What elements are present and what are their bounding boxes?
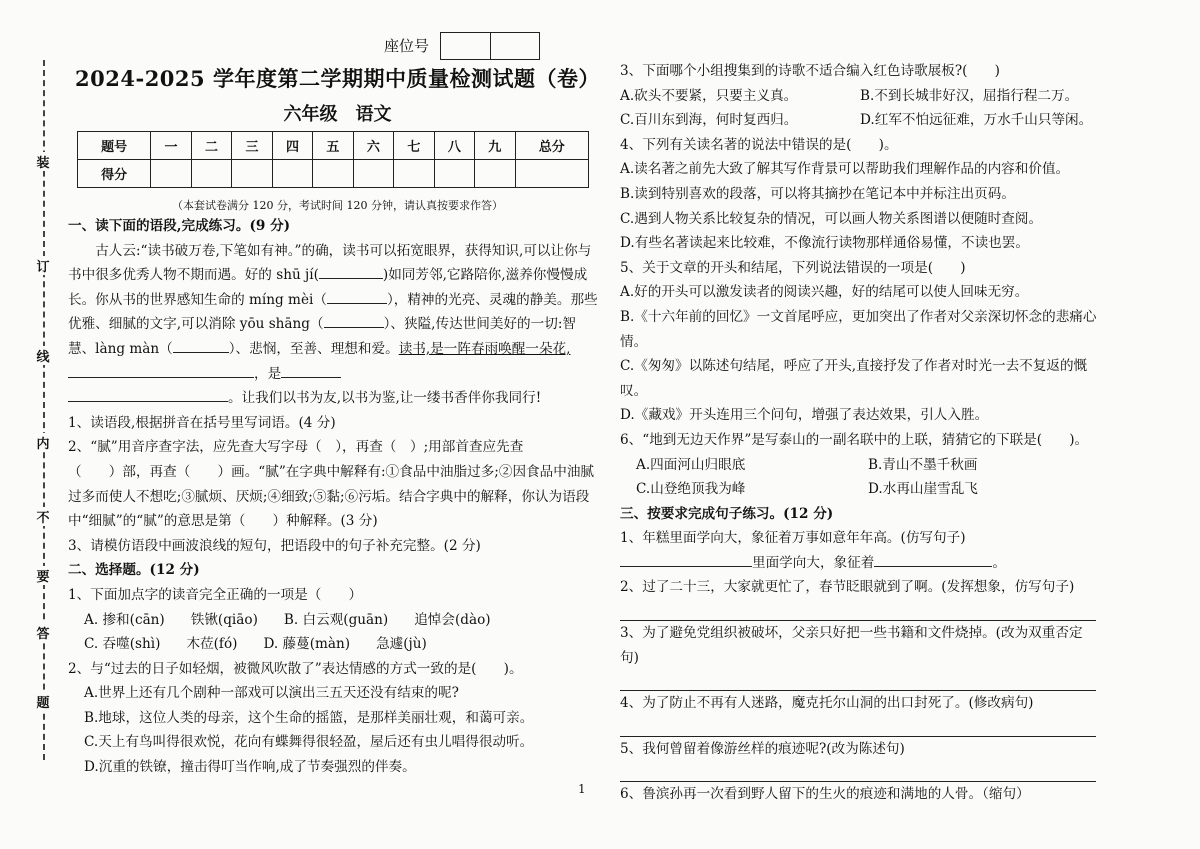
choice-1-options-row (68, 608, 600, 633)
score-header-cell: 四 (272, 132, 312, 160)
choice-option[interactable]: B. 白云观(guān) (283, 611, 389, 628)
score-header-cell: 九 (475, 132, 515, 160)
exam-instructions-note: （本套试卷满分 120 分，考试时间 120 分钟，请认真按要求作答） (172, 199, 503, 212)
page-number: 1 (578, 782, 586, 796)
answer-line[interactable] (620, 600, 1096, 621)
exam-subtitle: 六年级 语文 (283, 104, 392, 125)
wavy-underlined-sentence: 读书,是一阵春雨唤醒一朵花, (398, 340, 571, 357)
passage-text: ）、悲悯，至善、理想和爱。 (228, 340, 399, 357)
score-cell[interactable] (434, 160, 474, 188)
score-table-score-row (78, 160, 589, 188)
choice-option[interactable]: D.有些名著读起来比较难，不像流行读物那样通俗易懂，不读也罢。 (620, 235, 1029, 252)
binding-char: 内 (33, 433, 53, 452)
question-1-3: 3、请模仿语段中画波浪线的短句，把语段中的句子补充完整。(2 分) (68, 537, 481, 554)
choice-question-3: 3、下面哪个小组搜集到的诗歌不适合编入红色诗歌展板?( ) (620, 63, 1000, 79)
sentence-question-4: 4、为了防止不再有人迷路，魔克托尔山洞的出口封死了。(修改病句) (620, 695, 1034, 712)
choice-option[interactable]: D.《藏戏》开头连用三个问句，增强了表达效果，引人入胜。 (620, 407, 989, 424)
score-cell[interactable] (394, 160, 434, 188)
passage-text: 。让我们以书为友,以书为鉴,让一缕书香伴你我同行! (228, 390, 542, 407)
binding-char: 要 (33, 566, 53, 585)
question-1-2a: 2、“腻”用音序查字法，应先查大写字母（ ），再查（ ）;用部首查应先查 (68, 439, 524, 456)
seat-number-label: 座位号 (384, 37, 430, 55)
sentence-question-6: 6、鲁滨孙再一次看到野人留下的生火的痕迹和满地的人骨。（缩句） (620, 786, 1030, 803)
score-cell[interactable] (151, 160, 191, 188)
choice-3-options-row (620, 108, 1100, 133)
section-2-title: 二、选择题。(12 分) (68, 562, 200, 579)
score-cell[interactable] (353, 160, 393, 188)
choice-option[interactable]: B.《十六年前的回忆》一文首尾呼应，更加突出了作者对父亲深切怀念的悲痛心情。 (620, 308, 1097, 350)
answer-blank[interactable] (68, 363, 254, 378)
answer-blank[interactable] (281, 363, 341, 378)
choice-option[interactable]: 铁锹(qiāo) (190, 611, 258, 628)
question-1-2b: （ ）部，再查（ ）画。“腻”在字典中解释有:①食品中油脂过多;②因食品中油腻过多而使人不想吃;③腻烦、厌烦;④细致;⑤黏;⑥污垢。结合字典中的解释，你认为语段中“细腻”的“腻”的意思是第（ ）种解释。(3 分) (68, 463, 595, 530)
choice-option[interactable]: A.世界上还有几个剧种一部戏可以演出三五天还没有结束的呢? (84, 685, 459, 702)
binding-char: 不 (33, 507, 53, 526)
choice-question-1: 1、下面加点字的读音完全正确的一项是（ ） (68, 586, 363, 603)
answer-line[interactable] (620, 761, 1096, 782)
choice-6-options-row (620, 453, 1100, 478)
choice-option[interactable]: C. 吞噬(shì) (84, 636, 161, 653)
score-row-label: 得分 (78, 160, 151, 188)
answer-blank[interactable] (68, 387, 228, 402)
score-table (77, 131, 589, 188)
answer-line[interactable] (620, 716, 1096, 737)
passage-text: ）、狭隘,传达世间美好的一切:智慧、làng màn（ (68, 316, 577, 357)
choice-option[interactable]: 急遽(jù) (376, 636, 427, 653)
choice-option[interactable]: B.青山不墨千秋画 (868, 456, 978, 473)
score-header-cell: 八 (434, 132, 474, 160)
passage-text: )如同芳邻,它路陪你,滋养你慢慢成长。你从书的世界感知生命的 míng mèi（ (68, 267, 588, 308)
choice-1-options-row (68, 632, 600, 657)
choice-option[interactable]: D.水再山崖雪乱飞 (868, 481, 978, 498)
answer-line[interactable] (620, 670, 1096, 691)
score-header-cell: 一 (151, 132, 191, 160)
choice-option[interactable]: B.不到长城非好汉，屈指行程二万。 (860, 87, 1079, 104)
binding-char: 订 (33, 256, 53, 275)
choice-question-4: 4、下列有关读名著的说法中错误的是( )。 (620, 136, 898, 153)
choice-option[interactable]: D.沉重的铁镣，撞击得叮当作响,成了节奏强烈的伴奏。 (84, 759, 416, 776)
score-cell[interactable] (475, 160, 515, 188)
score-header-cell: 题号 (78, 132, 151, 160)
section-3-title: 三、按要求完成句子练习。(12 分) (620, 505, 834, 522)
left-column (68, 214, 600, 780)
score-header-cell: 二 (191, 132, 231, 160)
sentence-question-5: 5、我何曾留着像游丝样的痕迹呢?(改为陈述句) (620, 740, 905, 757)
score-header-cell: 三 (232, 132, 272, 160)
choice-option[interactable]: C.百川东到海，何时复西归。 (620, 112, 798, 129)
sentence-question-2: 2、过了二十三，大家就更忙了，春节眨眼就到了啊。(发挥想象，仿写句子) (620, 579, 1075, 596)
score-table-header-row (78, 132, 589, 160)
choice-option[interactable]: 木莅(fó) (186, 636, 238, 653)
binding-margin (8, 60, 68, 760)
exam-title: 2024-2025 学年度第二学期期中质量检测试题（卷） (75, 66, 600, 91)
section-1-title: 一、读下面的语段,完成练习。(9 分) (68, 218, 291, 234)
binding-char: 装 (33, 152, 53, 171)
choice-6-options-row (620, 477, 1100, 502)
choice-option[interactable]: 追悼会(dào) (414, 611, 491, 628)
binding-char: 答 (33, 623, 53, 642)
choice-question-6: 6、“地到无边天作界”是写泰山的一副名联中的上联，猜猜它的下联是( )。 (620, 431, 1089, 448)
choice-option[interactable]: D.红军不怕远征难，万水千山只等闲。 (860, 112, 1093, 129)
question-1-1: 1、读语段,根据拼音在括号里写词语。(4 分) (68, 414, 336, 431)
passage-text: ），精神的光亮、灵魂的静美。那些优雅、细腻的文字,可以消除 yōu shāng（ (68, 291, 598, 333)
answer-blank[interactable] (173, 338, 229, 353)
choice-question-2: 2、与“过去的日子如轻烟，被微风吹散了”表达情感的方式一致的是( )。 (68, 660, 523, 677)
score-cell[interactable] (272, 160, 312, 188)
choice-option[interactable]: C.遇到人物关系比较复杂的情况，可以画人物关系图谱以便随时查阅。 (620, 210, 1043, 227)
answer-blank[interactable] (620, 552, 752, 567)
binding-char: 题 (33, 692, 53, 711)
choice-option[interactable]: A.砍头不要紧，只要主义真。 (620, 87, 798, 104)
choice-option[interactable]: A.好的开头可以激发读者的阅读兴趣，好的结尾可以使人回味无穷。 (620, 284, 1029, 301)
choice-option[interactable]: B.地球，这位人类的母亲，这个生命的摇篮，是那样美丽壮观，和蔼可亲。 (84, 709, 534, 726)
sentence-question-1: 1、年糕里面学向大，象征着万事如意年年高。(仿写句子) (620, 530, 966, 547)
choice-option[interactable]: A.读名著之前先大致了解其写作背景可以帮助我们理解作品的内容和价值。 (620, 161, 1070, 178)
score-cell[interactable] (191, 160, 231, 188)
choice-option[interactable]: A.四面河山归眼底 (636, 456, 746, 473)
choice-option[interactable]: A. 掺和(cān) (84, 611, 165, 628)
choice-option[interactable]: D. 藤蔓(màn) (263, 636, 351, 653)
choice-option[interactable]: B.读到特别喜欢的段落，可以将其摘抄在笔记本中并标注出页码。 (620, 185, 1015, 202)
score-header-cell: 五 (313, 132, 353, 160)
choice-option[interactable]: C.山登绝顶我为峰 (636, 481, 746, 498)
score-cell[interactable] (515, 160, 588, 188)
choice-question-5: 5、关于文章的开头和结尾，下列说法错误的一项是( ) (620, 259, 966, 276)
score-cell[interactable] (232, 160, 272, 188)
choice-option[interactable]: C.《匆匆》以陈述句结尾，呼应了开头,直接抒发了作者对时光一去不复返的慨叹。 (620, 358, 1088, 399)
answer-blank[interactable] (324, 313, 384, 328)
passage-text: 是 (267, 365, 282, 382)
right-column (620, 59, 1100, 807)
score-cell[interactable] (313, 160, 353, 188)
binding-char: 线 (33, 346, 53, 365)
score-header-cell: 总分 (515, 132, 588, 160)
score-header-cell: 六 (353, 132, 393, 160)
sentence-question-3: 3、为了避免党组织被破坏，父亲只好把一些书籍和文件烧掉。(改为双重否定句) (620, 625, 1083, 666)
score-header-cell: 七 (394, 132, 434, 160)
sentence-1-fill: 里面学向大，象征着 。 (620, 551, 1100, 576)
choice-3-options-row (620, 84, 1100, 109)
passage-text: 古人云:“读书破万卷,下笔如有神。”的确，读书可以拓宽眼界，获得知识,可以让你与书中很多优秀人物不期而遇。好的 shū jí( (68, 242, 592, 284)
answer-blank[interactable] (319, 264, 383, 279)
seat-number-box[interactable] (440, 32, 540, 60)
answer-blank[interactable] (874, 552, 992, 567)
choice-option[interactable]: C.天上有鸟叫得很欢悦，花向有蝶舞得很轻盈，屋后还有虫儿唱得很动听。 (84, 734, 534, 751)
fill-text: 里面学向大，象征着 (752, 554, 875, 571)
answer-blank[interactable] (327, 289, 387, 304)
reading-passage: 古人云:“读书破万卷,下笔如有神。”的确，读书可以拓宽眼界，获得知识,可以让你与书中很多优秀人物不期而遇。好的 shū jí( )如同芳邻,它路陪你,滋养你慢慢成长。你从书的世界感知生命的 míng mèi（ ），精神的光亮、灵魂的静美。那些优雅、细腻的文字,可以消除 yōu shāng（ ）、狭隘,传达世间美好的一切:智慧、làng màn（ ）、悲悯，至善、理想和爱。读书,是一阵春雨唤醒一朵花,，是 。让我们以书为友,以书为鉴,让一缕书香伴你我同行! (68, 242, 598, 407)
